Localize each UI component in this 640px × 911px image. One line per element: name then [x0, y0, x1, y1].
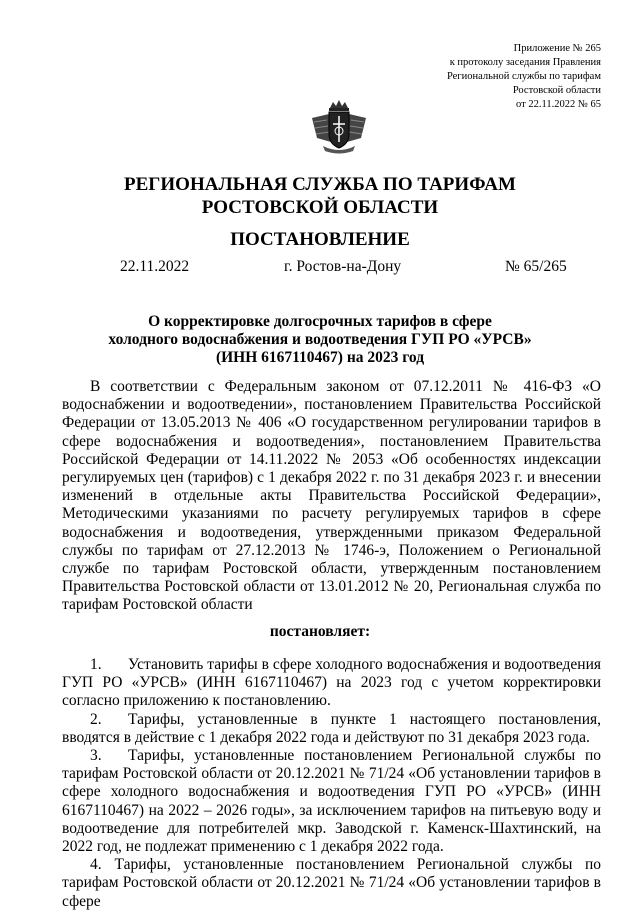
item-number: 3.: [90, 747, 102, 765]
resolves-heading: постановляет:: [269, 623, 371, 640]
document-number: № 65/265: [505, 258, 567, 275]
resolution-item: [62, 656, 601, 711]
organization-name: [0, 173, 640, 219]
document-type: ПОСТАНОВЛЕНИЕ: [230, 229, 410, 250]
item-text: Установить тарифы в сфере холодного водоснабжения и водоотведения ГУП РО «УРСВ» (ИНН 6167110467) на 2023 год с учетом корректировки согласно приложению к постановлению.: [62, 656, 601, 710]
preamble-paragraph: В соответствии с Федеральным законом от 07.12.2011 № 416-ФЗ «О водоснабжении и водоотведении», постановлением Правительства Российской Федерации от 13.05.2013 № 406 «О государственном регулировании тарифов в сфере водоснабжения и водоотведения», постановлением Правительства Российской Федерации от 14.11.2022 № 2053 «Об особенностях индексации регулируемых цен (тарифов) с 1 декабря 2022 г. по 31 декабря 2023 г. и внесении изменений в отдельные акты Правительства Российской Федерации», Методическими указаниями по расчету регулируемых тарифов в сфере водоснабжения и водоотведения, утвержденными приказом Федеральной службы по тарифам от 27.12.2013 № 1746-э, Положением о Региональной службе по тарифам Ростовской области, утвержденным постановлением Правительства Ростовской области от 13.01.2012 № 20, Региональная служба по тарифам Ростовской области: [62, 378, 601, 614]
appendix-line: от 22.11.2022 № 65: [516, 99, 601, 110]
appendix-line: Региональной службы по тарифам: [446, 71, 601, 82]
document-date: 22.11.2022: [120, 258, 190, 275]
appendix-line: Приложение № 265: [513, 43, 601, 54]
appendix-note: [447, 42, 601, 112]
item-text: Тарифы, установленные постановлением Региональной службы по тарифам Ростовской области от 20.12.2021 № 71/24 «Об установлении тарифов в сфере: [62, 856, 601, 910]
resolution-items: [62, 656, 601, 911]
item-text: Тарифы, установленные постановлением Региональной службы по тарифам Ростовской области от 20.12.2021 № 71/24 «Об установлении тарифов в сфере холодного водоснабжения и водоотведения ГУП РО «УРСВ» (ИНН 6167110467) на 2022 – 2026 годы», за исключением тарифов на питьевую воду и водоотведение для потребителей мкр. Заводской г. Каменск-Шахтинский, на 2022 год, не подлежат применению с 1 декабря 2022 года.: [62, 747, 601, 856]
document-city: г. Ростов-на-Дону: [284, 258, 402, 275]
item-number: 4.: [90, 856, 102, 874]
resolution-item: [62, 711, 601, 747]
resolution-item: [62, 856, 601, 911]
preamble-block: [62, 378, 601, 615]
appendix-line: к протоколу заседания Правления: [449, 57, 601, 68]
organization-name-line: РЕГИОНАЛЬНАЯ СЛУЖБА ПО ТАРИФАМ: [124, 174, 516, 195]
subject-line: О корректировке долгосрочных тарифов в сфере: [148, 313, 492, 330]
resolution-item: [62, 747, 601, 856]
appendix-line: Ростовской области: [512, 85, 601, 96]
item-number: 1.: [90, 656, 102, 673]
item-number: 2.: [90, 710, 102, 728]
coat-of-arms-icon: [309, 98, 369, 156]
subject-line: холодного водоснабжения и водоотведения ГУП РО «УРСВ»: [108, 331, 532, 348]
document-subject: [0, 313, 640, 367]
item-text: Тарифы, установленные в пункте 1 настоящего постановления, вводятся в действие с 1 декабря 2022 года и действуют по 31 декабря 2023 года.: [62, 710, 601, 746]
subject-line: (ИНН 6167110467) на 2023 год: [215, 349, 425, 366]
organization-name-line: РОСТОВСКОЙ ОБЛАСТИ: [201, 197, 439, 218]
